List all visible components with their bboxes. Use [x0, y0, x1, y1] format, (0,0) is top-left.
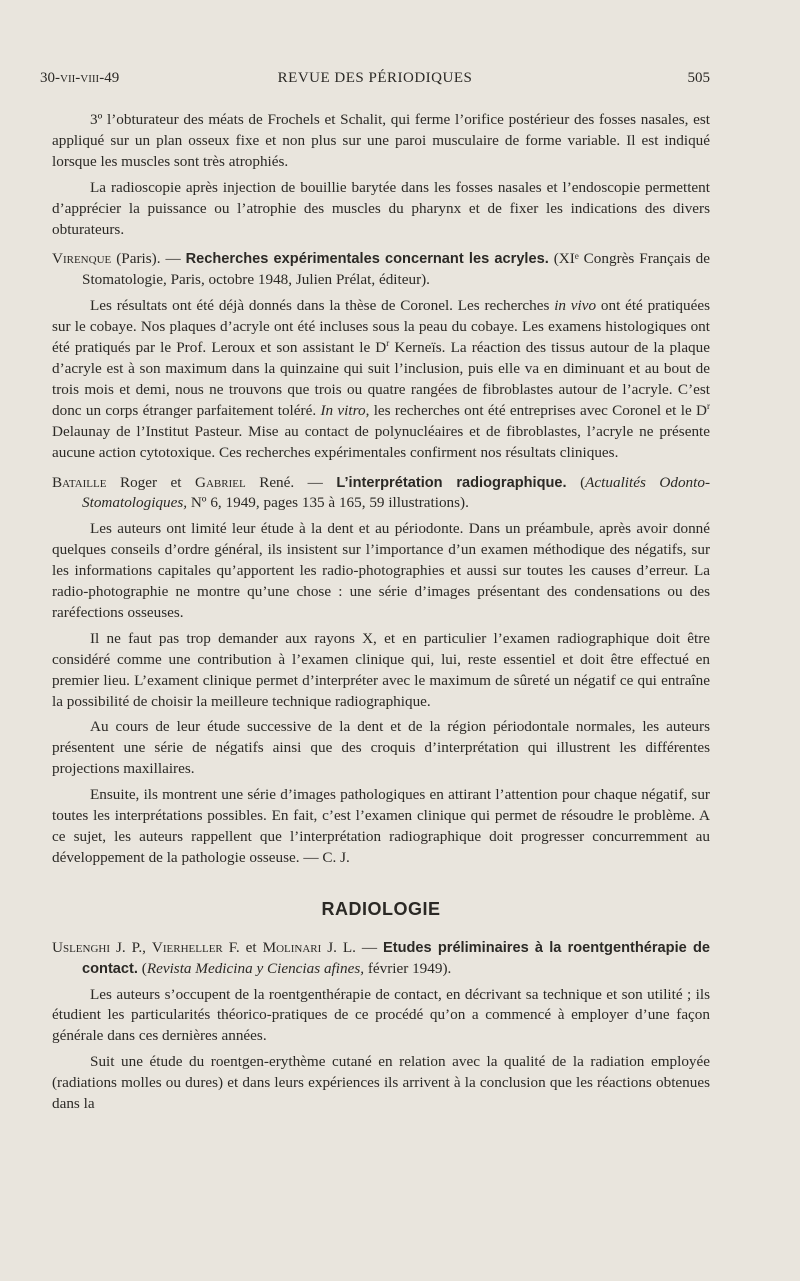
entry-heading: [52, 938, 710, 980]
text-run: (: [566, 473, 586, 491]
section-title: RADIOLOGIE: [321, 898, 441, 919]
paragraph: 3º l’obturateur des méats de Frochels et Schalit, qui ferme l’orifice postérieur des fosses nasales, est appliqué sur un plan osseux fixe et non plus sur une paroi musculaire de forme variable. Il est indiqué lorsque les muscles sont très atrophiés.: [52, 111, 710, 170]
body-text: [52, 110, 710, 1115]
article-title: Etudes préliminaires à la roentgenthérapie de contact.: [82, 939, 710, 977]
author-name: Gabriel: [195, 473, 246, 491]
paragraph: Les auteurs ont limité leur étude à la dent et au périodonte. Dans un préambule, après avoir donné quelques conseils d’ordre général, ils insistent sur l’importance d’un examen méthodique des négatifs, sur les informations capitales qu’apportent les radio-photographies et aussi sur toutes les causes d’erreur. La radio-photographie ne montre qu’une chose : une série d’images présentant des condensations ou des raréfections osseuses.: [52, 520, 710, 621]
text-run: ont été pratiquées sur le cobaye. Nos plaques d’acryle ont été incluses sous la peau du cobaye. Les examens histologiques ont été pratiqués par le Prof. Leroux et son assistant le D: [52, 297, 710, 357]
paragraph: [52, 296, 710, 463]
superscript: r: [707, 400, 710, 411]
entry-heading: [52, 473, 710, 515]
author-first-name: Roger et: [106, 473, 196, 491]
paragraph: Il ne faut pas trop demander aux rayons X, et en particulier l’examen radiographique doit être considéré comme une contribution à l’examen clinique qui, lui, reste essentiel et doit être effectué en premier lieu. L’exament clinique permet d’interpréter avec le maximum de sûreté un négatif ce qui entraîne la possibilité de choisir la meilleure technique radiographique.: [52, 629, 710, 710]
author-place: (Paris). —: [111, 250, 186, 268]
paragraph: Suit une étude du roentgen-erythème cutané en relation avec la qualité de la radiation employée (radiations molles ou dures) et dans leurs expériences ils arrivent à la conclusion que les réactions obtenues dans la: [52, 1053, 710, 1113]
issue-date: 30-vii-viii-49: [40, 70, 120, 86]
journal-name: Revista Medicina y Ciencias afines,: [146, 959, 365, 977]
italic-run: In vitro: [320, 401, 366, 419]
entry-heading: [52, 249, 710, 291]
running-head: [40, 70, 710, 90]
author-first-name: René. —: [245, 473, 337, 491]
text-run: , les recherches ont été entreprises avec Coronel et le D: [365, 401, 707, 419]
author-name: Uslenghi: [52, 938, 111, 956]
paragraph: Ensuite, ils montrent une série d’images pathologiques en attirant l’attention pour chaque négatif, sur toutes les interprétations possibles. En fait, c’est l’examen clinique qui permet de résoudre le problème. A ce sujet, les auteurs rappellent que l’interprétation radiographique doit progresser concurremment au développement de la pathologie osseuse. — C. J.: [52, 786, 710, 866]
paragraph: Au cours de leur étude successive de la dent et de la région périodontale normales, les auteurs présentent une série de négatifs ainsi que des croquis d’interprétation qui illustrent les différentes projections maxillaires.: [52, 718, 710, 778]
text-run: Kerneïs. La réaction des tissus autour de la plaque d’acryle est à son maximum dans la quinzaine qui suit l’inclusion, puis elle va en diminuant et au bout de trois mois et demi, nous ne trouvons que trois ou quatre rangées de fibroblastes autour de l’acryle. C’est donc un corps étranger parfaitement toléré.: [52, 339, 710, 419]
paragraph: Les auteurs s’occupent de la roentgenthérapie de contact, en décrivant sa technique et son utilité ; ils étudient les particularités théorico-pratiques de ce procédé qu’on a commencé à employer d’une façon générale dans ces dernières années.: [52, 985, 710, 1045]
article-source: (XIᵉ Congrès Français de Stomatologie, Paris, octobre 1948, Julien Prélat, éditeur).: [82, 250, 710, 289]
journal-name: Actualités Odonto-Stomatologiques,: [82, 473, 710, 512]
author-first-name: J. P.,: [110, 938, 152, 956]
author-first-name: F. et: [222, 938, 263, 956]
article-source: Nº 6, 1949, pages 135 à 165, 59 illustrations).: [187, 494, 469, 512]
article-title: Recherches expérimentales concernant les acryles.: [185, 251, 549, 268]
author-first-name: J. L. —: [321, 938, 383, 956]
author-name: Molinari: [262, 938, 322, 956]
journal-title: REVUE DES PÉRIODIQUES: [277, 70, 473, 86]
page-number: 505: [687, 70, 710, 86]
superscript: r: [386, 338, 390, 348]
article-title: L’interprétation radiographique.: [336, 474, 567, 491]
author-name: Virenque: [52, 250, 112, 268]
article-source: février 1949).: [364, 959, 452, 977]
text-run: (: [137, 959, 147, 977]
text-run: Les résultats ont été déjà donnés dans la thèse de Coronel. Les recherches: [90, 297, 555, 315]
italic-run: in vivo: [554, 297, 597, 315]
author-name: Vierheller: [151, 938, 223, 956]
paragraph: La radioscopie après injection de bouillie barytée dans les fosses nasales et l’endoscopie permettent d’apprécier la puissance ou l’atrophie des muscles du pharynx et de fixer les indications des divers obturateurs.: [52, 178, 710, 238]
author-name: Bataille: [52, 473, 107, 491]
text-run: Delaunay de l’Institut Pasteur. Mise au contact de polynucléaires et de fibroblastes, l’acryle ne présente aucune action cytotoxique. Ces recherches expérimentales confirment nos résultats cliniques.: [52, 422, 710, 461]
